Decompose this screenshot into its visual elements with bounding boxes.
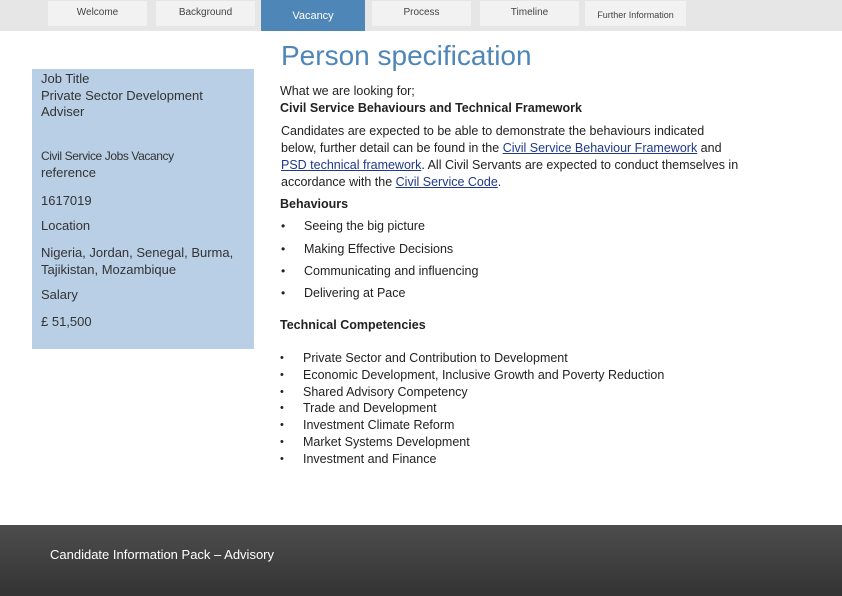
location-label: Location — [41, 218, 91, 233]
bullet-icon: • — [281, 219, 286, 233]
behaviour-item: Making Effective Decisions — [304, 242, 454, 256]
job-title-label: Job Title — [41, 71, 90, 86]
bullet-icon: • — [280, 419, 284, 432]
location-value-line1: Nigeria, Jordan, Senegal, Burma, — [41, 245, 234, 260]
top-nav-bar — [0, 0, 842, 31]
technical-item-text: Trade and Development — [303, 401, 437, 416]
vacancy-reference-value: 1617019 — [41, 193, 92, 208]
bullet-icon: • — [280, 368, 284, 381]
technical-item-text: Investment Climate Reform — [303, 418, 455, 433]
para-text-2: and — [697, 141, 722, 155]
tab-process[interactable]: Process — [372, 1, 471, 26]
footer-text: Candidate Information Pack – Advisory — [50, 547, 275, 562]
tab-further-information[interactable]: Further Information — [585, 1, 686, 26]
technical-item-text: Economic Development, Inclusive Growth and Poverty Reduction — [303, 367, 665, 382]
behaviour-item: Delivering at Pace — [304, 286, 406, 300]
salary-label: Salary — [41, 287, 78, 302]
bullet-icon: • — [280, 452, 284, 465]
civil-service-code-link[interactable]: Civil Service Code — [395, 175, 498, 189]
para-text-1: Candidates are expected to be able to demonstrate the behaviours indicated below, further detail can be found in the — [281, 124, 705, 155]
bullet-icon: • — [281, 286, 286, 300]
behaviour-framework-link[interactable]: Civil Service Behaviour Framework — [502, 141, 698, 155]
technical-item-text: Private Sector and Contribution to Development — [303, 351, 568, 365]
vacancy-reference-label-line1: Civil Service Jobs Vacancy — [41, 149, 174, 163]
tab-timeline[interactable]: Timeline — [480, 1, 579, 26]
bullet-icon: • — [281, 242, 286, 256]
page-title: Person specification — [281, 40, 532, 71]
behaviour-item: Seeing the big picture — [304, 219, 425, 233]
looking-for-label: What we are looking for; — [280, 84, 415, 98]
job-title-value-line1: Private Sector Development — [41, 88, 203, 103]
footer-bar — [0, 525, 842, 596]
behaviour-item: Communicating and influencing — [304, 264, 479, 278]
bullet-icon: • — [280, 435, 284, 448]
salary-value: £ 51,500 — [41, 314, 92, 329]
para-text-3: . All Civil Servants are expected to conduct themselves in accordance with the — [281, 158, 739, 189]
location-value-line2: Tajikistan, Mozambique — [41, 262, 177, 277]
bullet-icon: • — [280, 402, 284, 415]
bullet-icon: • — [281, 264, 286, 278]
tab-vacancy[interactable]: Vacancy — [261, 0, 365, 31]
vacancy-reference-label-line2: reference — [41, 165, 96, 180]
technical-item-text: Shared Advisory Competency — [303, 384, 468, 399]
framework-heading: Civil Service Behaviours and Technical Framework — [280, 101, 582, 115]
behaviours-heading: Behaviours — [280, 197, 349, 211]
technical-item-text: Market Systems Development — [303, 434, 470, 449]
intro-paragraph — [281, 123, 741, 191]
psd-framework-link[interactable]: PSD technical framework — [281, 158, 422, 172]
para-text-4: . — [497, 175, 502, 189]
bullet-icon: • — [280, 352, 284, 364]
tab-background[interactable]: Background — [156, 1, 255, 26]
job-title-value-line2: Adviser — [41, 104, 85, 119]
technical-item-text: Investment and Finance — [303, 451, 437, 466]
technical-competencies-heading: Technical Competencies — [280, 318, 426, 332]
bullet-icon: • — [280, 385, 284, 398]
tab-welcome[interactable]: Welcome — [48, 1, 147, 26]
